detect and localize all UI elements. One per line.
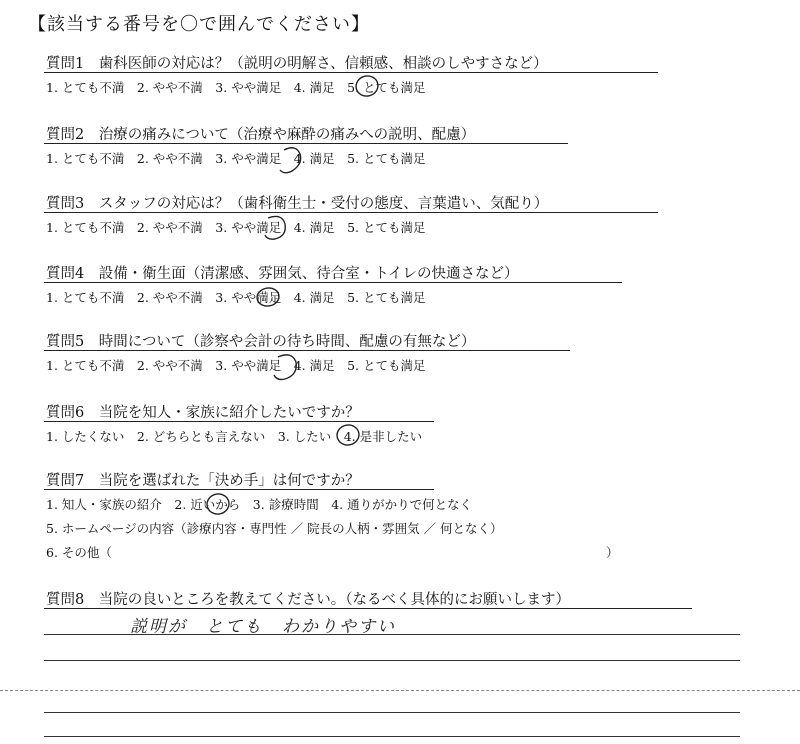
- question-1-label: 質問1 歯科医師の対応は？（説明の明解さ、信頼感、相談のしやすさなど）: [46, 56, 548, 72]
- question-5-options[interactable]: 1. とても不満 2. やや不満 3. やや満足 4. 満足 5. とても満足: [46, 358, 426, 373]
- q3-circle-mark: [265, 216, 285, 239]
- form-title: 【該当する番号を〇で囲んでください】: [28, 14, 370, 35]
- question-3-options[interactable]: 1. とても不満 2. やや不満 3. やや満足 4. 満足 5. とても満足: [46, 220, 426, 235]
- question-3-label: 質問3 スタッフの対応は？（歯科衛生士・受付の態度、言葉遣い、気配り）: [46, 196, 549, 212]
- q6-circle-mark: [335, 423, 360, 447]
- question-1-options[interactable]: 1. とても不満 2. やや不満 3. やや満足 4. 満足 5. とても満足: [46, 80, 426, 95]
- question-4-options[interactable]: 1. とても不満 2. やや不満 3. やや満足 4. 満足 5. とても満足: [46, 290, 426, 305]
- question-2-options[interactable]: 1. とても不満 2. やや不満 3. やや満足 4. 満足 5. とても満足: [46, 151, 426, 166]
- q4-circle-mark: [256, 286, 281, 308]
- question-7-label: 質問7 当院を選ばれた「決め手」は何ですか？: [46, 473, 360, 489]
- question-6-options[interactable]: 1. したくない 2. どちらとも言えない 3. したい 4. 是非したい: [46, 429, 423, 444]
- question-8-label: 質問8 当院の良いところを教えてください。（なるべく具体的にお願いします）: [46, 592, 570, 608]
- q7-circle-mark: [205, 492, 231, 516]
- question-2-label: 質問2 治療の痛みについて（治療や麻酔の痛みへの説明、配慮）: [46, 127, 476, 143]
- question-4-label: 質問4 設備・衛生面（清潔感、雰囲気、待合室・トイレの快適さなど）: [46, 266, 519, 282]
- question-7-other-label[interactable]: 6. その他（: [46, 545, 112, 560]
- question-7-options-row2[interactable]: 5. ホームページの内容（診療内容・専門性 ／ 院長の人柄・雰囲気 ／ 何となく）: [46, 521, 503, 536]
- question-7-options-row1[interactable]: 1. 知人・家族の紹介 2. 近いから 3. 診療時間 4. 通りがかりで何となく: [46, 497, 473, 512]
- question-5-label: 質問5 時間について（診察や会計の待ち時間、配慮の有無など）: [46, 334, 476, 350]
- q1-circle-mark: [354, 73, 380, 98]
- q2-circle-mark: [280, 148, 301, 173]
- question-8-handwritten-answer[interactable]: 説明が とても わかりやすい: [130, 617, 396, 637]
- question-6-label: 質問6 当院を知人・家族に紹介したいですか？: [46, 405, 360, 421]
- question-7-other-close: ）: [606, 545, 619, 560]
- q5-circle-mark: [274, 355, 296, 380]
